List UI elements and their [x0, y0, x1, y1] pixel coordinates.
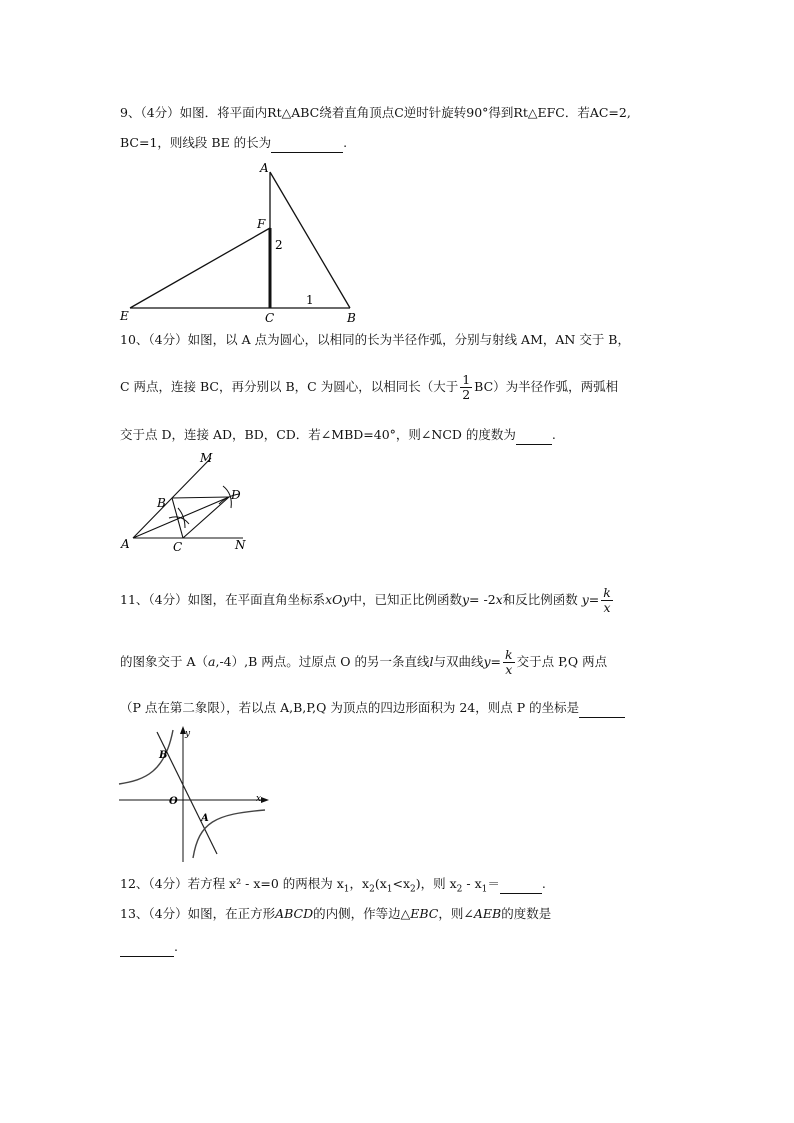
answer-blank: [120, 938, 174, 957]
answer-blank: [500, 875, 542, 894]
label-B: B: [347, 311, 356, 325]
label-C: C: [173, 540, 183, 554]
label-2: 2: [275, 238, 283, 252]
q9-figure: [110, 158, 370, 328]
label-O: O: [169, 796, 178, 807]
q11-line1: 11、（4分）如图，在平面直角坐标系xOy中，已知正比例函数y= -2x和反比例函数 y= $\frac{k}{x}$: [120, 585, 611, 615]
axis-y-label: y: [185, 729, 191, 739]
q10-line1: 10、（4分）如图，以 A 点为圆心，以相同的长为半径作弧，分别与射线 AM，AN 交于 B，: [120, 332, 630, 347]
label-B: B: [157, 496, 166, 510]
q10-line3: 交于点 D，连接 AD，BD，CD．若∠MBD=40°，则∠NCD 的度数为 .: [120, 426, 556, 445]
q10-figure: [115, 448, 265, 558]
label-A: A: [201, 813, 209, 824]
fraction-k-over-x: $\frac{k}{x}$: [505, 647, 513, 677]
axis-x-label: x: [256, 794, 262, 804]
q9-line1: 9、（4分）如图．将平面内Rt△ABC绕着直角顶点C逆时针旋转90°得到Rt△EFC．若AC=2,: [120, 105, 631, 120]
q9-end: .: [343, 135, 348, 150]
label-A: A: [121, 537, 130, 551]
q10-text-b: BC）为半径作弧，两弧相: [474, 379, 619, 394]
answer-blank: [271, 134, 343, 153]
answer-blank: [579, 699, 625, 718]
q10-text-a: C 两点，连接 BC，再分别以 B，C 为圆心，以相同长（大于: [120, 379, 459, 394]
label-B: B: [159, 750, 168, 761]
label-C: C: [265, 311, 275, 325]
q11-figure: [115, 722, 275, 867]
label-D: D: [231, 488, 241, 502]
xoy: xOy: [325, 592, 350, 607]
q13-line1: 13、（4分）如图，在正方形ABCD的内侧，作等边△EBC，则∠AEB的度数是: [120, 906, 552, 921]
q9-text: BC=1，则线段 BE 的长为: [120, 135, 272, 150]
label-E: E: [120, 309, 129, 323]
q11-line2: 的图象交于 A（a,-4）,B 两点。过原点 O 的另一条直线l与双曲线y= $\frac{k}{x}$ 交于点 P,Q 两点: [120, 647, 608, 677]
label-N: N: [235, 538, 246, 552]
q10-text-c: 交于点 D，连接 AD，BD，CD．若∠MBD=40°，则∠NCD 的度数为: [120, 427, 516, 442]
q9-line2: [120, 134, 347, 153]
q13-line2: .: [120, 938, 178, 957]
q10-line2: [120, 373, 618, 402]
label-M: M: [200, 451, 213, 465]
q11-line3: （P 点在第二象限），若以点 A,B,P,Q 为顶点的四边形面积为 24，则点 P 的坐标是: [120, 699, 625, 718]
answer-blank: [516, 426, 552, 445]
label-F: F: [257, 217, 266, 231]
fraction-half: $\frac{1}{2}$: [462, 372, 471, 402]
label-1: 1: [306, 293, 314, 307]
q12-line: 12、（4分）若方程 x² - x=0 的两根为 $x_1$，$x_2(x_1<x_2)$，则 $x_2 - x_1=$ .: [120, 876, 546, 895]
label-A: A: [260, 161, 269, 175]
fraction-k-over-x: $\frac{k}{x}$: [603, 585, 611, 615]
